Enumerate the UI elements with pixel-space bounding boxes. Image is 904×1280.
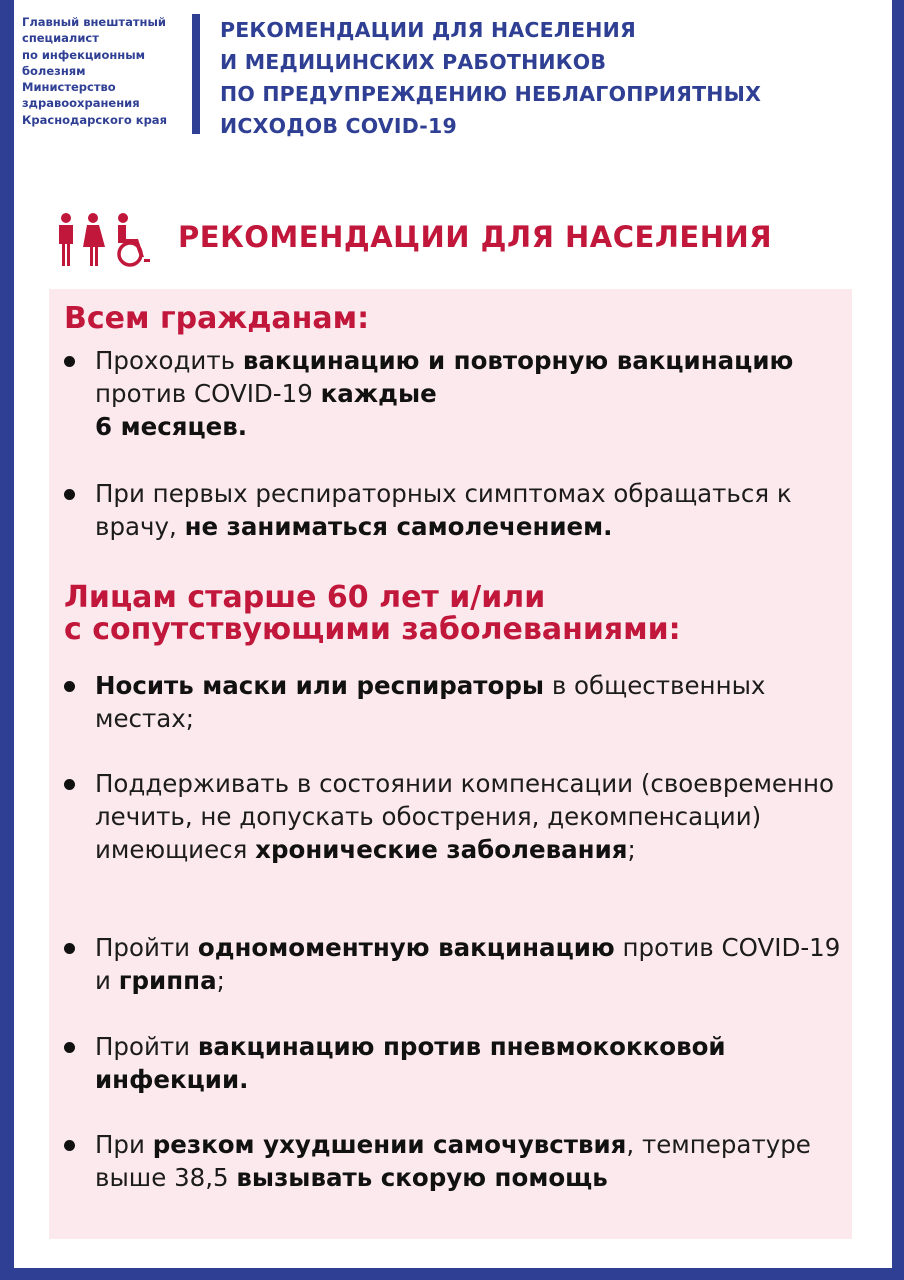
recommendations-panel [49, 289, 852, 1239]
section-title: РЕКОМЕНДАЦИИ ДЛЯ НАСЕЛЕНИЯ [178, 220, 773, 254]
emphasis-text: 6 месяцев. [95, 412, 248, 441]
plain-text: в общественных местах; [95, 671, 766, 733]
group-title-line: Лицам старше 60 лет и/или [64, 580, 546, 615]
org-line: болезням [22, 63, 86, 78]
org-line: Главный внештатный [22, 15, 166, 29]
org-line: по инфекционным [22, 47, 146, 62]
bullet-icon [64, 943, 75, 954]
plain-text: ; [216, 966, 225, 995]
plain-text: против COVID-19 и [95, 933, 841, 995]
section-header [56, 208, 876, 270]
header [22, 14, 882, 138]
plain-text: Поддерживать в состоянии компенсации (своевременно лечить, не допускать обострения, декомпенсации) имеющиеся [95, 769, 835, 864]
plain-text: ; [627, 835, 636, 864]
org-line: Министерство [22, 80, 116, 95]
bullet-icon [64, 779, 75, 790]
bullet-icon [64, 681, 75, 692]
organization-block [22, 14, 188, 128]
title-line: И МЕДИЦИНСКИХ РАБОТНИКОВ [220, 50, 607, 74]
page-title [220, 14, 761, 142]
title-line: РЕКОМЕНДАЦИИ ДЛЯ НАСЕЛЕНИЯ [220, 18, 636, 42]
item-text [95, 1128, 845, 1194]
emphasis-text: гриппа [118, 966, 217, 995]
org-line: Краснодарского края [22, 112, 167, 127]
group-title-seniors [64, 582, 681, 646]
emphasis-text: каждые [320, 379, 437, 408]
org-line: специалист [22, 31, 99, 46]
plain-text: , температуре выше 38,5 [95, 1130, 811, 1192]
plain-text: Пройти [95, 933, 198, 962]
emphasis-text: одномоментную вакцинацию [197, 933, 615, 962]
frame-left-border [0, 0, 14, 1280]
item-text [95, 344, 845, 443]
group-title-line: Всем гражданам: [64, 301, 370, 336]
frame-right-border [892, 0, 904, 1280]
plain-text: При [95, 1130, 153, 1159]
emphasis-text: вызывать скорую помощь [236, 1163, 608, 1192]
emphasis-text: Носить маски или респираторы [95, 671, 545, 700]
title-line: ПО ПРЕДУПРЕЖДЕНИЮ НЕБЛАГОПРИЯТНЫХ [220, 82, 762, 106]
emphasis-text: резком ухудшении самочувствия [152, 1130, 627, 1159]
group-title-line: с сопутствующими заболеваниями: [64, 612, 681, 647]
plain-text: Пройти [95, 1032, 198, 1061]
plain-text: против COVID-19 [95, 379, 321, 408]
emphasis-text: вакцинацию против пневмококковой инфекции. [95, 1032, 726, 1094]
group-title-all-citizens [64, 303, 369, 335]
bullet-icon [64, 1042, 75, 1053]
item-text [95, 1030, 845, 1096]
org-line: здравоохранения [22, 96, 140, 111]
emphasis-text: не заниматься самолечением. [184, 512, 613, 541]
header-divider [192, 14, 200, 134]
emphasis-text: вакцинацию и повторную вакцинацию [242, 346, 794, 375]
people-wheelchair-icon [56, 212, 160, 268]
bullet-icon [64, 356, 75, 367]
item-text [95, 477, 845, 543]
bullet-icon [64, 1140, 75, 1151]
emphasis-text: хронические заболевания [255, 835, 628, 864]
frame-bottom-border [0, 1268, 904, 1280]
item-text [95, 767, 845, 866]
bullet-icon [64, 489, 75, 500]
item-text [95, 669, 845, 735]
plain-text: При первых респираторных симптомах обращаться к врачу, [95, 479, 792, 541]
item-text [95, 931, 845, 997]
title-line: ИСХОДОВ COVID-19 [220, 114, 457, 138]
plain-text: Проходить [95, 346, 243, 375]
